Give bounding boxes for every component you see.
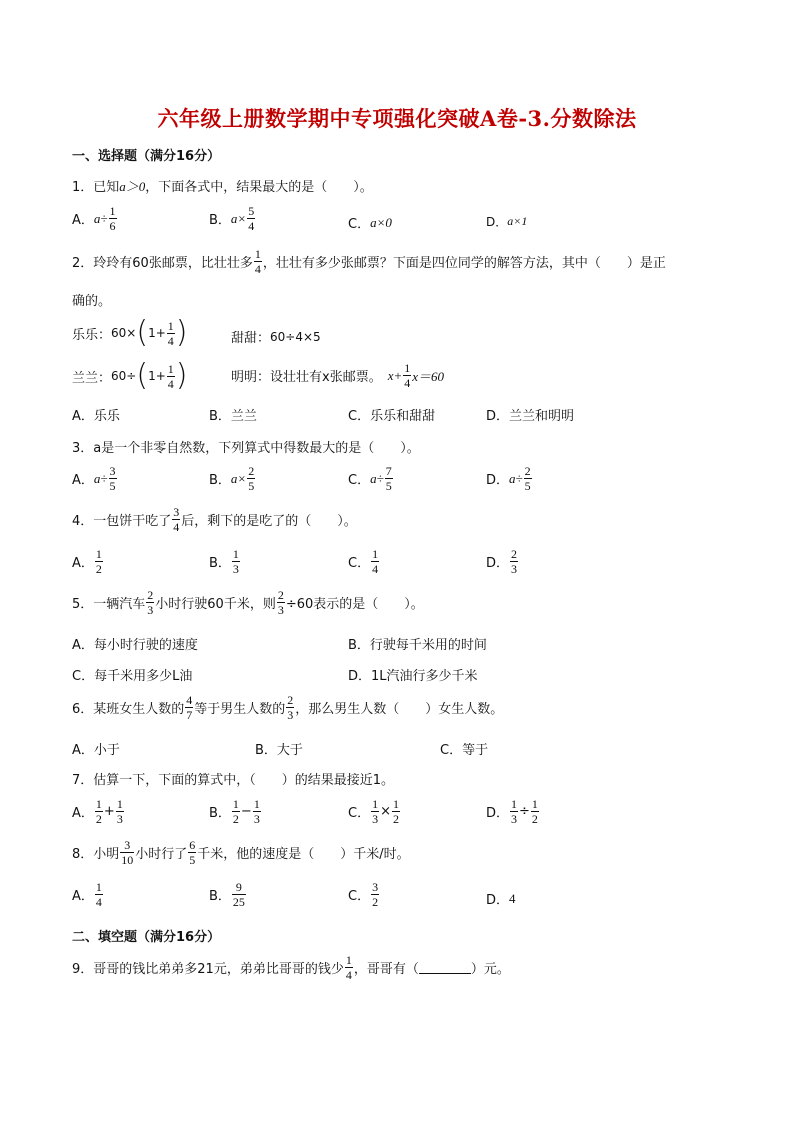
q7-option-d[interactable]: D． $\frac{1}{3}$ ÷ $\frac{1}{2}$ <box>486 797 538 826</box>
fraction: $\frac{9}{25}$ <box>232 880 245 909</box>
q2-mingming-method: 明明：设壮壮有x张邮票。 x+ $\frac{1}{4}$ x＝60 <box>231 361 445 390</box>
fraction: $\frac{3}{5}$ <box>109 464 116 493</box>
q4-option-c[interactable]: C． $\frac{1}{4}$ <box>348 547 379 576</box>
question-7-stem: 7．估算一下，下面的算式中，（ ）的结果最接近1。 <box>72 773 395 788</box>
question-2-stem: 2．玲玲有60张邮票，比壮壮多 $\frac{1}{4}$ ，壮壮有多少张邮票？下面是四位同学的解答方法，其中（ ）是正 <box>72 247 666 276</box>
fraction: $\frac{1}{2}$ <box>392 797 399 826</box>
fraction: $\frac{1}{3}$ <box>116 797 123 826</box>
q6-option-b[interactable]: B．大于 <box>255 743 303 758</box>
q1-option-d[interactable]: D． a×1 <box>486 214 528 229</box>
fraction: $\frac{5}{4}$ <box>248 204 255 233</box>
page-title: 六年级上册数学期中专项强化突破A卷-3.分数除法 <box>157 106 637 131</box>
fraction: $\frac{2}{3}$ <box>277 588 284 617</box>
question-8-stem: 8．小明 $\frac{3}{10}$ 小时行了 $\frac{6}{5}$ 千米，他的速度是（ ）千米/时。 <box>72 838 410 867</box>
fraction: $\frac{2}{3}$ <box>147 588 154 617</box>
fraction: $\frac{1}{4}$ <box>372 547 379 576</box>
question-4-stem: 4．一包饼干吃了 $\frac{3}{4}$ 后，剩下的是吃了的（ ）。 <box>72 505 357 534</box>
fraction: $\frac{2}{5}$ <box>248 464 255 493</box>
fraction: $\frac{3}{10}$ <box>121 838 134 867</box>
fraction: $\frac{1}{2}$ <box>531 797 538 826</box>
q6-option-a[interactable]: A．小于 <box>72 743 120 758</box>
q4-option-a[interactable]: A． $\frac{1}{2}$ <box>72 547 102 576</box>
fraction: $\frac{1}{2}$ <box>95 797 102 826</box>
q8-option-b[interactable]: B． $\frac{9}{25}$ <box>209 880 245 909</box>
fraction: $\frac{2}{3}$ <box>511 547 518 576</box>
q3-option-c[interactable]: C． a÷ $\frac{7}{5}$ <box>348 464 392 493</box>
q5-option-b[interactable]: B．行驶每千米用的时间 <box>348 638 487 653</box>
fraction: $\frac{3}{2}$ <box>372 880 379 909</box>
fraction: $\frac{4}{7}$ <box>186 693 193 722</box>
q1-option-b[interactable]: B． a× $\frac{5}{4}$ <box>209 204 255 233</box>
q7-option-c[interactable]: C． $\frac{1}{3}$ × $\frac{1}{2}$ <box>348 797 399 826</box>
q2-lanlan-method: 兰兰： 60÷ ( 1+ $\frac{1}{4}$ ) <box>72 358 188 393</box>
q2-option-a[interactable]: A．乐乐 <box>72 409 120 424</box>
question-3-stem: 3．a是一个非零自然数，下列算式中得数最大的是（ ）。 <box>72 441 420 456</box>
fraction: $\frac{1}{4}$ <box>167 361 174 391</box>
fraction: $\frac{2}{5}$ <box>524 464 531 493</box>
fraction: $\frac{7}{5}$ <box>385 464 392 493</box>
fraction: $\frac{1}{3}$ <box>372 797 379 826</box>
q7-option-a[interactable]: A． $\frac{1}{2}$ + $\frac{1}{3}$ <box>72 797 123 826</box>
fraction: $\frac{1}{4}$ <box>345 953 352 982</box>
question-9-stem: 9．哥哥的钱比弟弟多21元，弟弟比哥哥的钱少 $\frac{1}{4}$ ，哥哥有（ ）元。 <box>72 953 510 982</box>
q3-option-b[interactable]: B． a× $\frac{2}{5}$ <box>209 464 255 493</box>
q2-lele-method: 乐乐： 60× ( 1+ $\frac{1}{4}$ ) <box>72 315 188 350</box>
question-6-stem: 6．某班女生人数的 $\frac{4}{7}$ 等于男生人数的 $\frac{2}{3}$ ，那么男生人数（ ）女生人数。 <box>72 693 504 722</box>
fraction: $\frac{1}{2}$ <box>232 797 239 826</box>
q2-option-c[interactable]: C．乐乐和甜甜 <box>348 409 436 424</box>
q3-option-d[interactable]: D． a÷ $\frac{2}{5}$ <box>486 464 531 493</box>
question-1-stem: 1．已知 a＞0 ，下面各式中，结果最大的是（ ）。 <box>72 179 373 195</box>
question-2-stem-cont: 确的。 <box>72 294 112 309</box>
q3-option-a[interactable]: A． a÷ $\frac{3}{5}$ <box>72 464 116 493</box>
q8-option-a[interactable]: A． $\frac{1}{4}$ <box>72 880 102 909</box>
q5-option-d[interactable]: D．1L汽油行多少千米 <box>348 669 478 684</box>
q5-option-c[interactable]: C．每千米用多少L油 <box>72 669 193 684</box>
q8-option-c[interactable]: C． $\frac{3}{2}$ <box>348 880 379 909</box>
q5-option-a[interactable]: A．每小时行驶的速度 <box>72 638 198 653</box>
section-heading-choice: 一、选择题（满分16分） <box>72 149 221 164</box>
q2-option-b[interactable]: B．兰兰 <box>209 409 257 424</box>
fraction: $\frac{1}{3}$ <box>253 797 260 826</box>
q2-tiantian-method: 甜甜： 60÷4×5 <box>231 329 321 346</box>
fraction: $\frac{1}{4}$ <box>404 361 411 390</box>
fraction: $\frac{1}{6}$ <box>109 204 116 233</box>
q1-option-c[interactable]: C． a×0 <box>348 214 392 232</box>
q1-option-a[interactable]: A． a÷ $\frac{1}{6}$ <box>72 204 116 233</box>
fraction: $\frac{6}{5}$ <box>189 838 196 867</box>
answer-blank[interactable] <box>419 961 471 974</box>
q6-option-c[interactable]: C．等于 <box>440 743 489 758</box>
fraction: $\frac{1}{4}$ <box>254 247 261 276</box>
fraction: $\frac{1}{4}$ <box>167 318 174 348</box>
fraction: $\frac{2}{3}$ <box>287 693 294 722</box>
q2-option-d[interactable]: D．兰兰和明明 <box>486 409 575 424</box>
fraction: $\frac{1}{3}$ <box>511 797 518 826</box>
fraction: $\frac{1}{3}$ <box>232 547 239 576</box>
q7-option-b[interactable]: B． $\frac{1}{2}$ − $\frac{1}{3}$ <box>209 797 260 826</box>
fraction: $\frac{3}{4}$ <box>173 505 180 534</box>
fraction: $\frac{1}{4}$ <box>95 880 102 909</box>
q8-option-d[interactable]: D． 4 <box>486 890 516 908</box>
question-5-stem: 5．一辆汽车 $\frac{2}{3}$ 小时行驶60千米，则 $\frac{2}{3}$ ÷60表示的是（ ）。 <box>72 588 424 617</box>
section-heading-fill: 二、填空题（满分16分） <box>72 930 221 945</box>
fraction: $\frac{1}{2}$ <box>95 547 102 576</box>
q4-option-b[interactable]: B． $\frac{1}{3}$ <box>209 547 239 576</box>
q4-option-d[interactable]: D． $\frac{2}{3}$ <box>486 547 518 576</box>
